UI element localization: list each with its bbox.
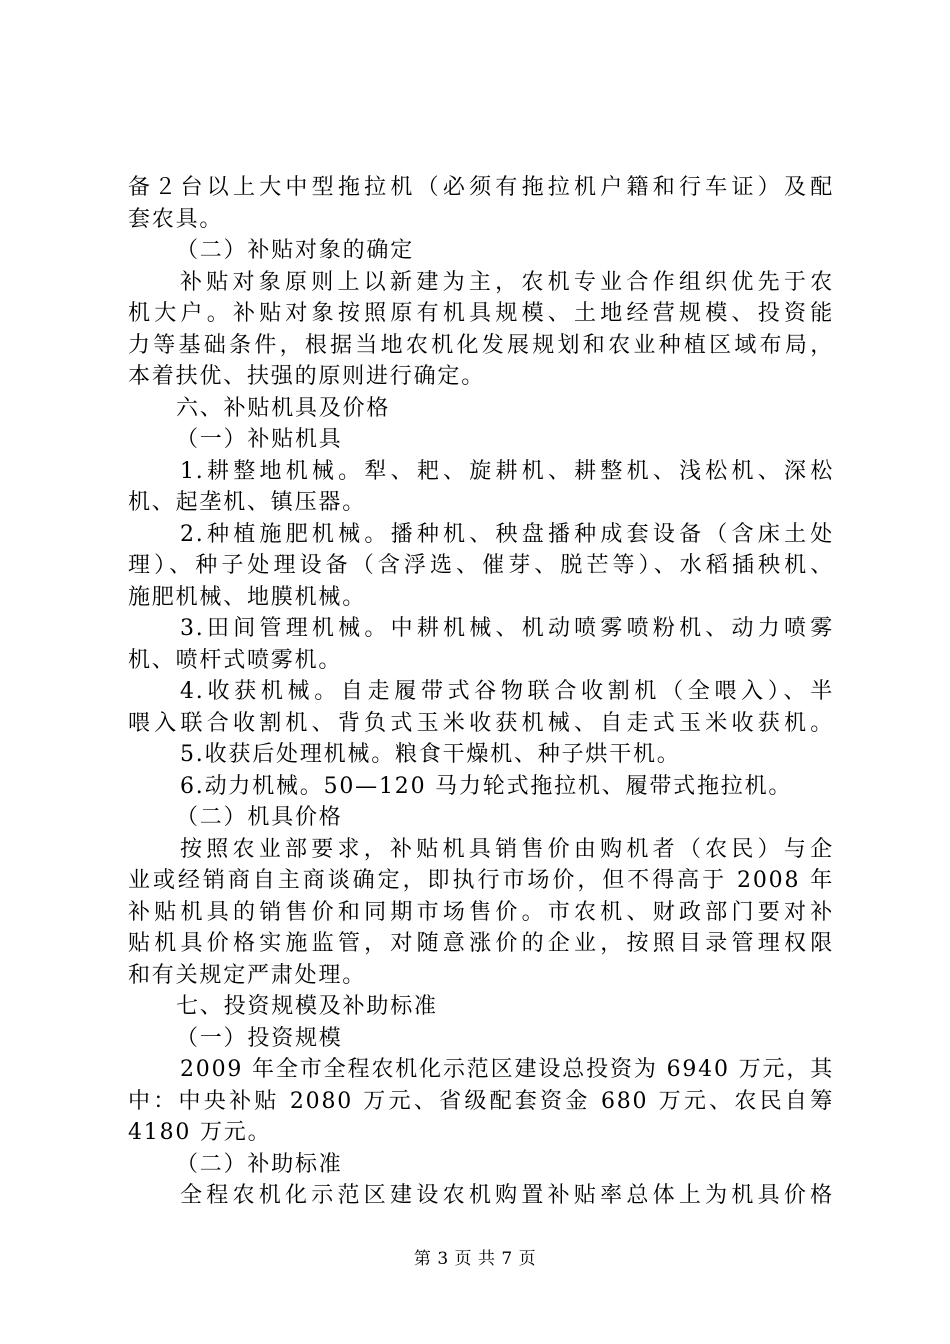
- text-line: 备２台以上大中型拖拉机（必须有拖拉机户籍和行车证）及配: [128, 175, 834, 200]
- text-line: 业或经销商自主商谈确定，即执行市场价，但不得高于 2008 年: [128, 868, 834, 893]
- text-line: 机大户。补贴对象按照原有机具规模、土地经营规模、投资能: [128, 301, 834, 326]
- text-line: 补贴对象原则上以新建为主，农机专业合作组织优先于农: [180, 269, 834, 295]
- text-line: 5.收获后处理机械。粮食干燥机、种子烘干机。: [180, 742, 681, 767]
- text-line: （二）补助标准: [176, 1151, 343, 1177]
- text-line: （一）补贴机具: [176, 427, 343, 452]
- text-line: 按照农业部要求，补贴机具销售价由购机者（农民）与企: [180, 836, 834, 862]
- text-line: 喂入联合收割机、背负式玉米收获机械、自走式玉米收获机。: [128, 710, 834, 736]
- text-line: 和有关规定严肃处理。: [128, 962, 367, 988]
- text-line: 2.种植施肥机械。播种机、秧盘播种成套设备（含床土处: [180, 521, 834, 547]
- text-line: 补贴机具的销售价和同期市场售价。市农机、财政部门要对补: [128, 899, 834, 925]
- text-line: （一）投资规模: [176, 1025, 343, 1051]
- document-body: [128, 172, 834, 1212]
- text-line: 施肥机械、地膜机械。: [128, 584, 367, 610]
- text-line: 套农具。: [128, 206, 224, 232]
- text-line: 2009 年全市全程农机化示范区建设总投资为 6940 万元，其: [180, 1057, 834, 1082]
- text-line: 6.动力机械。50—120 马力轮式拖拉机、履带式拖拉机。: [180, 773, 793, 799]
- text-line: 贴机具价格实施监管，对随意涨价的企业，按照目录管理权限: [128, 931, 834, 956]
- text-line: （二）机具价格: [176, 805, 343, 830]
- text-line: 机、起垄机、镇压器。: [128, 490, 367, 515]
- text-line: 理）、种子处理设备（含浮选、催芽、脱芒等）、水稻插秧机、: [128, 553, 834, 578]
- text-line: 力等基础条件，根据当地农机化发展规划和农业种植区域布局，: [128, 332, 834, 358]
- text-line: 机、喷杆式喷雾机。: [128, 647, 343, 673]
- text-line: 七、投资规模及补助标准: [176, 994, 438, 1019]
- text-line: 中：中央补贴 2080 万元、省级配套资金 680 万元、农民自筹: [128, 1088, 834, 1114]
- text-line: 3.田间管理机械。中耕机械、机动喷雾喷粉机、动力喷雾: [180, 616, 834, 641]
- text-line: 4180 万元。: [128, 1120, 272, 1145]
- page-footer: 第 3 页 共 7 页: [413, 1249, 537, 1269]
- text-line: （二）补贴对象的确定: [176, 238, 415, 263]
- text-line: 本着扶优、扶强的原则进行确定。: [128, 364, 486, 389]
- text-line: 全程农机化示范区建设农机购置补贴率总体上为机具价格: [180, 1183, 834, 1208]
- text-line: 4.收获机械。自走履带式谷物联合收割机（全喂入）、半: [180, 679, 834, 704]
- text-line: 1.耕整地机械。犁、耙、旋耕机、耕整机、浅松机、深松: [180, 458, 834, 484]
- text-line: 六、补贴机具及价格: [176, 395, 391, 421]
